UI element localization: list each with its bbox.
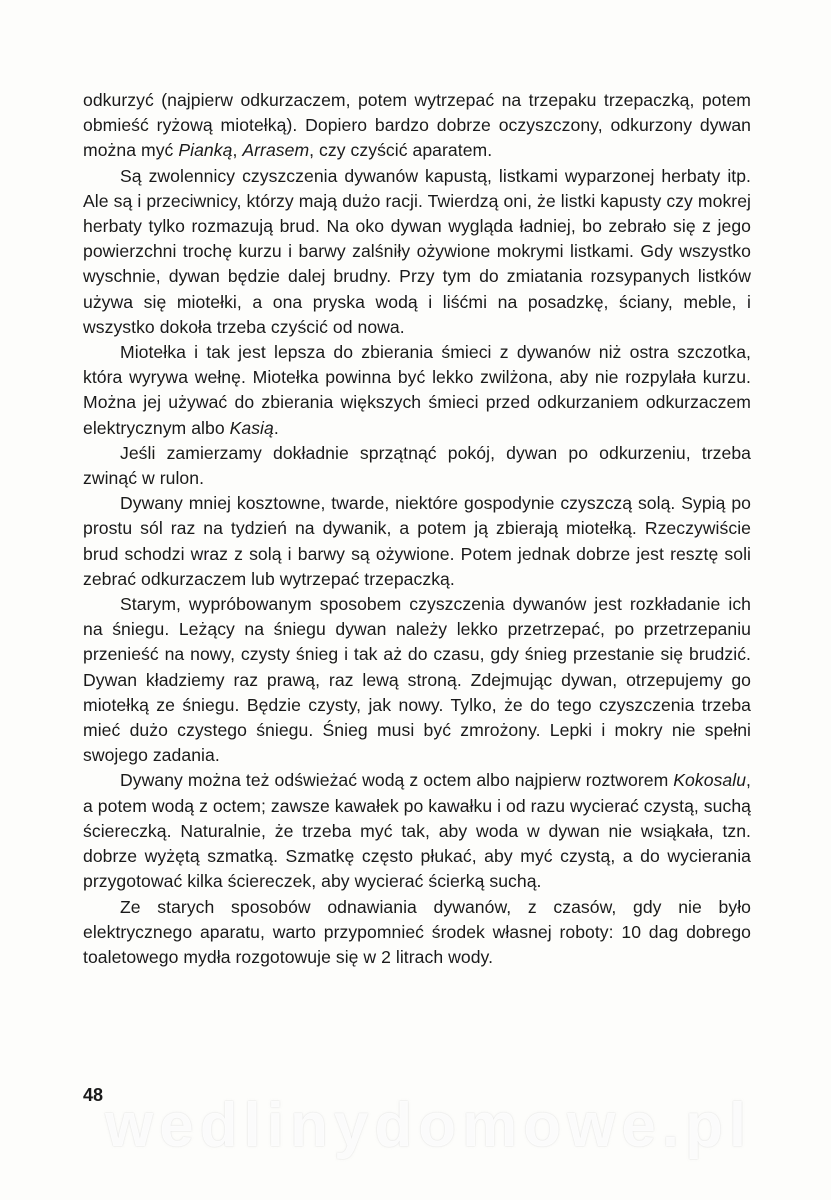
paragraph — [83, 164, 751, 340]
paragraph — [83, 592, 751, 768]
text-run: Miotełka i tak jest lepsza do zbierania śmieci z dywanów niż ostra szczotka, która wyrywa wełnę. Miotełka powinna być lekko zwilżona, aby nie rozpylała kurzu. Można jej używać do zbierania większych śmieci przed odkurzaniem odkurzaczem elektrycznym albo — [83, 342, 751, 438]
text-run: Starym, wypróbowanym sposobem czyszczenia dywanów jest rozkładanie ich na śniegu. Leżący na śniegu dywan należy lekko przetrzepać, po przetrzepaniu przenieść na nowy, czysty śnieg i tak aż do czasu, gdy śnieg przestanie się brudzić. Dywan kładziemy raz prawą, raz lewą stroną. Zdejmując dywan, otrzepujemy go miotełką ze śniegu. Będzie czysty, jak nowy. Tylko, że do tego czyszczenia trzeba mieć dużo czystego śniegu. Śnieg musi być zmrożony. Lepki i mokry nie spełni swojego zadania. — [83, 594, 751, 766]
text-run: Dywany mniej kosztowne, twarde, niektóre gospodynie czyszczą solą. Sypią po prostu sól raz na tydzień na dywanik, a potem ją zbierają miotełką. Rzeczywiście brud schodzi wraz z solą i barwy są ożywione. Potem jednak dobrze jest resztę soli zebrać odkurzaczem lub wytrzepać trzepaczką. — [83, 493, 751, 589]
italic-term: Arrasem — [242, 140, 310, 161]
italic-term: Kasią — [229, 417, 274, 438]
italic-term: Pianką — [178, 140, 233, 161]
text-run: Jeśli zamierzamy dokładnie sprzątnąć pokój, dywan po odkurzeniu, trzeba zwinąć w rulon. — [83, 442, 751, 489]
paragraph — [83, 441, 751, 491]
paragraph — [83, 768, 751, 894]
paragraph — [83, 491, 751, 592]
text-run: Są zwolennicy czyszczenia dywanów kapustą, listkami wyparzonej herbaty itp. Ale są i przeciwnicy, którzy mają dużo racji. Twierdzą oni, że listki kapusty czy mokrej herbaty tylko rozmazują brud. Na oko dywan wygląda ładniej, bo zebrało się z jego powierzchni trochę kurzu i barwy zalśniły ożywione mokrymi listkami. Gdy wszystko wyschnie, dywan będzie dalej brudny. Przy tym do zmiatania rozsypanych listków używa się miotełki, a ona pryska wodą i liśćmi na posadzkę, ściany, meble, i wszystko dokoła trzeba czyścić od nowa. — [83, 165, 751, 337]
page-body — [83, 88, 751, 970]
text-run: , — [232, 140, 243, 161]
paragraph — [83, 340, 751, 441]
italic-term: Kokosalu — [673, 770, 747, 791]
text-run: , czy czyścić aparatem. — [309, 140, 493, 161]
text-run: , a potem wodą z octem; zawsze kawałek po kawałku i od razu wycierać czystą, suchą ściereczką. Naturalnie, że trzeba myć tak, aby woda w dywan nie wsiąkała, tzn. dobrze wyżętą szmatką. Szmatkę często płukać, aby myć czystą, a do wycierania przygotować kilka ściereczek, aby wycierać ścierką suchą. — [83, 770, 751, 892]
text-run: odkurzyć (najpierw odkurzaczem, potem wytrzepać na trzepaku trzepaczką, potem obmieść ryżową miotełką). Dopiero bardzo dobrze oczyszczony, odkurzony dywan można myć — [83, 90, 751, 161]
text-run: . — [273, 417, 279, 438]
page-number: 48 — [83, 1085, 104, 1105]
text-run: Ze starych sposobów odnawiania dywanów, z czasów, gdy nie było elektrycznego aparatu, warto przypomnieć środek własnej roboty: 10 dag dobrego toaletowego mydła rozgotowuje się w 2 litrach wody. — [83, 896, 751, 967]
text-run: Dywany można też odświeżać wodą z octem albo najpierw roztworem — [120, 770, 674, 791]
paragraph — [83, 895, 751, 971]
paragraph — [83, 88, 751, 164]
watermark: wedlinydomowe.pl — [105, 1091, 753, 1160]
